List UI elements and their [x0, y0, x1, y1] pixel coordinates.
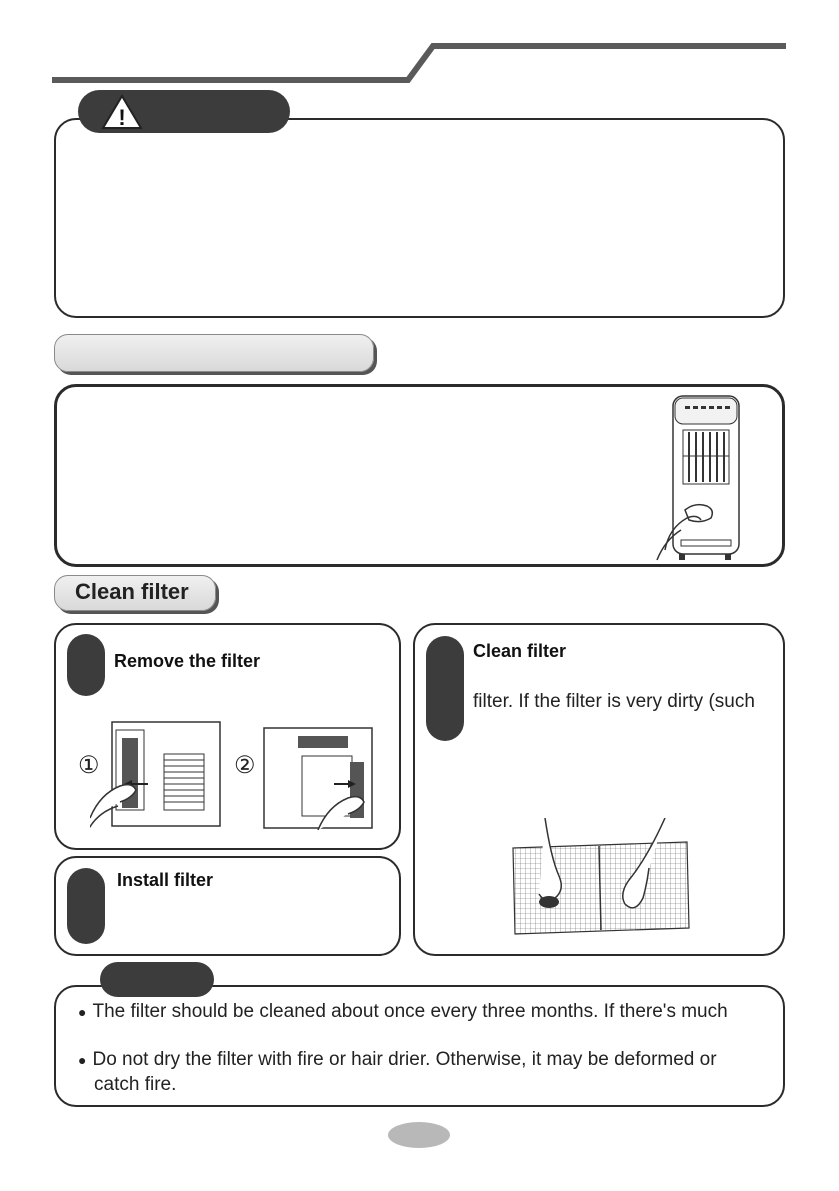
step3-title: Install filter: [117, 870, 214, 890]
note-line-1-text: The filter should be cleaned about once every three months. If there's much: [92, 1001, 728, 1022]
step2-marker: [426, 636, 464, 741]
filter-cleaning-illustration: [505, 818, 695, 940]
filter-removal-illustration-2: [258, 722, 378, 830]
note-line-3: catch fire.: [94, 1074, 177, 1095]
warning-icon: [100, 93, 144, 131]
bullet-icon: ●: [78, 1004, 87, 1020]
step1-marker-2: ②: [234, 752, 256, 779]
step2-text: filter. If the filter is very dirty (such: [473, 691, 755, 712]
page-number-oval: [388, 1122, 450, 1148]
note-tab: [100, 962, 214, 997]
unit-wiping-illustration: [655, 390, 755, 565]
note-line-1: [78, 1000, 728, 1024]
bullet-icon: ●: [78, 1052, 87, 1068]
step3-box: [54, 856, 401, 956]
step1-marker: [67, 634, 105, 696]
note-line-2: [78, 1048, 717, 1072]
note-line-2-text: Do not dry the filter with fire or hair drier. Otherwise, it may be deformed or: [92, 1049, 717, 1070]
step1-title: Remove the filter: [114, 651, 261, 671]
clean-filter-pill: [54, 575, 216, 611]
section-pill-empty: [54, 334, 374, 372]
step1-marker-1: ①: [78, 752, 100, 779]
clean-filter-heading: Clean filter: [75, 579, 189, 604]
header-rule: [0, 0, 839, 90]
step2-title: Clean filter: [473, 641, 567, 661]
step3-marker: [67, 868, 105, 944]
svg-text:!: !: [118, 105, 126, 130]
warning-box: [54, 118, 785, 318]
filter-removal-illustration-1: [90, 718, 225, 830]
